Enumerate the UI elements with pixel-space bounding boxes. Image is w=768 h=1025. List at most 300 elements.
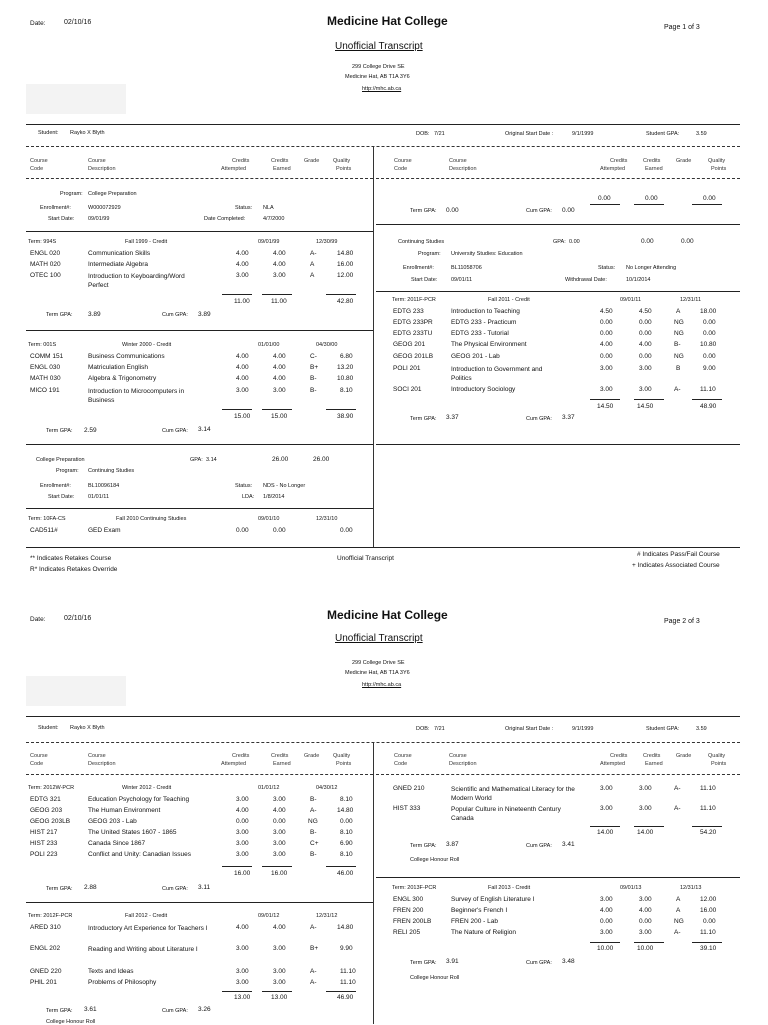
course-description: Intermediate Algebra [88,261,148,268]
credits-earned: 4.00 [639,907,652,914]
header-credits: Credits [271,158,289,164]
course-description: GED Exam [88,527,121,534]
course-description: Introduction to Microcomputers in Business [88,388,185,404]
cum-gpa-label: Cum GPA: [526,960,552,966]
header-attempted: Attempted [600,761,626,767]
enrollment-value: BL11058706 [451,265,482,271]
status-label: Status: [235,483,253,489]
header-course: Course [449,753,467,759]
course-description: Introduction to Keyboarding/Word Perfect [88,273,185,289]
header-code: Code [30,761,44,767]
course-code: CAD511# [30,527,58,534]
term-name: Fall 2011 - Credit [488,297,530,303]
credits-attempted: 0.00 [600,353,613,360]
total-underline [634,399,664,400]
total-attempted: 16.00 [234,870,251,877]
credits-attempted: 3.00 [600,365,613,372]
header-code: Code [394,761,408,767]
dashed-divider [26,178,373,179]
credits-earned: 3.00 [273,851,286,858]
course-code: EDTG 321 [30,796,61,803]
term-code: Term: 2012W-PCR [28,785,75,791]
credits-earned: 3.00 [639,896,652,903]
course-description: Conflict and Unity: Canadian Issues [88,851,191,858]
credits-earned: 3.00 [273,968,286,975]
program-label: Program: [60,191,83,197]
course-description: Education Psychology for Teaching [88,796,190,803]
header-description: Description [449,761,477,767]
program-value: University Studies: Education [451,251,523,257]
footer-note-pass-fail: # Indicates Pass/Fail Course [637,551,720,558]
total-underline [222,866,252,867]
term-code: Term: 2011F-PCR [392,297,436,303]
dashed-divider [26,774,373,775]
grade: A [310,261,315,268]
term-name: Fall 1999 - Credit [125,239,168,245]
divider [376,444,740,445]
header-points: Points [711,761,727,767]
date-completed-label: Date Completed: [204,216,246,222]
student-name: Rayko X Blyth [70,130,105,136]
credits-earned: 4.00 [273,375,286,382]
course-description: The Human Environment [88,807,161,814]
course-code: RELI 205 [393,929,421,936]
term-end: 04/30/00 [316,342,338,348]
term-gpa-value: 2.59 [84,427,97,434]
grade: A- [674,929,681,936]
term-gpa-label: Term GPA: [410,208,437,214]
header-credits: Credits [232,753,250,759]
credits-earned: 3.00 [639,386,652,393]
total-underline [590,204,620,205]
credits-attempted: 3.00 [236,796,249,803]
grade: B [676,365,681,372]
credits-attempted: 0.00 [236,818,249,825]
credits-attempted: 4.00 [600,341,613,348]
total-earned: 10.00 [637,945,654,952]
term-gpa-label: Term GPA: [46,1008,73,1014]
grade: A- [674,805,681,812]
course-code: ENGL 202 [30,945,61,952]
header-earned: Earned [645,761,663,767]
total-earned: 15.00 [271,413,288,420]
dob-value: 7/21 [434,726,445,732]
quality-points: 18.00 [700,308,717,315]
quality-points: 12.00 [337,272,354,279]
course-description: EDTG 233 - Tutorial [451,330,509,337]
term-gpa-label: Term GPA: [46,428,73,434]
status-value: No Longer Attending [626,265,677,271]
student-name: Rayko X Blyth [70,725,105,731]
course-code: POLI 201 [393,365,421,372]
total-earned: 13.00 [271,994,288,1001]
course-description: Problems of Philosophy [88,979,157,986]
lda-value: 1/8/2014 [263,494,285,500]
credits-earned: 4.00 [273,353,286,360]
course-code: HIST 217 [30,829,58,836]
page-number: Page 2 of 3 [664,618,700,625]
enrollment-label: Enrollment#: [40,483,71,489]
cum-gpa-label: Cum GPA: [162,312,188,318]
student-label: Student: [38,130,59,136]
course-code: GEOG 201 [393,341,426,348]
cum-gpa-label: Cum GPA: [526,416,552,422]
total-quality-points: 38.90 [337,413,354,420]
course-code: EDTG 233PR [393,319,433,326]
total-underline [222,409,252,410]
start-date-value: 01/01/11 [88,494,110,500]
dob-label: DOB: [416,131,430,137]
divider [26,124,740,125]
term-name: Fall 2013 - Credit [488,885,531,891]
address-line-2: Medicine Hat, AB T1A 3Y6 [345,670,410,676]
grade: NG [674,918,684,925]
cum-gpa-value: 3.37 [562,414,575,421]
program-summary-label: College Preparation [36,457,85,463]
credits-attempted: 3.00 [600,785,613,792]
college-url[interactable]: http://mhc.ab.ca [362,682,402,688]
credits-attempted: 0.00 [600,918,613,925]
grade: NG [674,353,684,360]
grade: NG [674,330,684,337]
cum-gpa-label: Cum GPA: [162,1008,188,1014]
credits-attempted: 4.50 [600,308,613,315]
credits-earned: 4.00 [273,924,286,931]
program-total-earned: 0.00 [681,238,694,245]
enrollment-value: W000072929 [88,205,121,211]
term-gpa-value: 3.37 [446,414,459,421]
credits-earned: 0.00 [273,527,286,534]
grade: C- [310,353,317,360]
term-gpa-label: Term GPA: [410,960,437,966]
start-date-label: Start Date: [411,277,438,283]
credits-earned: 3.00 [639,929,652,936]
quality-points: 8.10 [340,829,353,836]
credits-earned: 3.00 [639,785,652,792]
credits-earned: 3.00 [639,365,652,372]
quality-points: 16.00 [700,907,717,914]
header-credits: Credits [643,753,661,759]
course-code: EDTG 233TU [393,330,433,337]
total-earned: 11.00 [271,298,287,305]
credits-earned: 3.00 [273,387,286,394]
withdrawal-date-value: 10/1/2014 [626,277,651,283]
program-gpa-value: 3.14 [206,457,217,463]
header-quality: Quality [333,753,351,759]
course-code: ARED 310 [30,924,61,931]
quality-points: 0.00 [340,527,353,534]
header-earned: Earned [273,166,291,172]
course-code: COMM 151 [30,353,64,360]
date-value: 02/10/16 [64,615,92,622]
header-attempted: Attempted [221,166,247,172]
grade: A [310,272,315,279]
credits-earned: 3.00 [273,272,286,279]
total-attempted: 11.00 [234,298,250,305]
cum-gpa-value: 3.48 [562,958,575,965]
status-label: Status: [235,205,253,211]
transcript-page-2 [0,596,768,1024]
credits-attempted: 4.00 [236,261,249,268]
header-course: Course [449,158,467,164]
document-subtitle: Unofficial Transcript [335,633,423,644]
credits-earned: 3.00 [273,829,286,836]
college-name: Medicine Hat College [327,14,448,28]
term-start: 01/01/12 [258,785,280,791]
grade: A- [310,968,317,975]
course-code: MATH 030 [30,375,61,382]
credits-attempted: 3.00 [236,840,249,847]
term-code: Term: 001S [28,342,57,348]
term-gpa-label: Term GPA: [410,416,437,422]
term-name: Fall 2010 Continuing Studies [116,516,187,522]
header-points: Points [336,166,352,172]
cum-gpa-value: 3.11 [198,884,211,891]
term-start: 09/01/13 [620,885,642,891]
dashed-divider [26,742,740,743]
grade: B- [310,375,317,382]
credits-earned: 3.00 [273,840,286,847]
course-description: The Physical Environment [451,341,527,348]
college-name: Medicine Hat College [327,608,448,622]
quality-points: 11.10 [700,386,716,393]
course-code: SOCI 201 [393,386,422,393]
course-code: HIST 233 [30,840,58,847]
credits-attempted: 0.00 [236,527,249,534]
grade: A- [674,386,681,393]
footer-note-associated: + Indicates Associated Course [632,562,720,569]
header-grade: Grade [304,158,320,164]
grade: A- [310,979,317,986]
credits-earned: 3.00 [273,796,286,803]
term-end: 12/30/99 [316,239,338,245]
program-value: Continuing Studies [88,468,135,474]
credits-attempted: 4.00 [236,924,249,931]
course-code: FREN 200 [393,907,424,914]
dob-value: 7/21 [434,131,445,137]
course-description: Introduction to Government and Politics [451,366,543,382]
term-code: Term: 10FA-CS [28,516,66,522]
term-gpa-value: 3.61 [84,1006,97,1013]
credits-attempted: 3.00 [236,829,249,836]
total-underline [262,409,292,410]
course-code: OTEC 100 [30,272,61,279]
term-code: Term: 994S [28,239,57,245]
quality-points: 8.10 [340,796,353,803]
cum-gpa-value: 3.89 [198,311,211,318]
header-course: Course [88,753,106,759]
quality-points: 13.20 [337,364,354,371]
header-course: Course [88,158,106,164]
cum-gpa-value: 0.00 [562,207,575,214]
course-description: Texts and Ideas [88,968,134,975]
status-label: Status: [598,265,616,271]
address-line-1: 299 College Drive SE [352,64,405,70]
quality-points: 16.00 [337,261,354,268]
divider [26,716,740,717]
course-code: GNED 210 [393,785,425,792]
college-url[interactable]: http://mhc.ab.ca [362,86,402,92]
total-underline [634,204,664,205]
total-underline [692,826,722,827]
program-gpa-label: GPA: [190,457,203,463]
divider [26,902,373,903]
quality-points: 14.80 [337,250,354,257]
credits-earned: 0.00 [639,330,652,337]
course-description: GEOG 201 - Lab [451,353,500,360]
credits-earned: 4.00 [273,261,286,268]
dashed-divider [376,178,740,179]
grade: A- [310,250,317,257]
quality-points: 14.80 [337,924,354,931]
divider [26,231,373,232]
total-underline [326,991,356,992]
divider [376,877,740,878]
total-underline [692,942,722,943]
quality-points: 10.80 [337,375,354,382]
course-code: GEOG 203 [30,807,63,814]
header-description: Description [88,761,116,767]
program-label: Program: [56,468,79,474]
term-gpa-value: 3.91 [446,958,459,965]
quality-points: 9.90 [340,945,353,952]
total-underline [222,294,252,295]
term-start: 09/01/10 [258,516,280,522]
grade: A- [674,785,681,792]
divider [26,547,740,548]
honour-roll: College Honour Roll [46,1019,96,1025]
header-quality: Quality [333,158,351,164]
credits-earned: 4.00 [273,250,286,257]
total-attempted: 14.00 [597,829,614,836]
quality-points: 0.00 [703,319,716,326]
original-start-label: Original Start Date : [505,726,554,732]
header-earned: Earned [273,761,291,767]
quality-points: 0.00 [703,330,716,337]
total-attempted: 10.00 [597,945,614,952]
total-quality-points: 42.80 [337,298,354,305]
divider [26,330,373,331]
total-quality-points: 0.00 [703,195,716,202]
divider [376,291,740,292]
term-gpa-label: Term GPA: [46,312,73,318]
original-start-value: 9/1/1999 [572,726,594,732]
course-description: Canada Since 1867 [88,840,146,847]
course-code: GEOG 201LB [393,353,434,360]
credits-earned: 3.00 [639,805,652,812]
header-credits: Credits [271,753,289,759]
cum-gpa-label: Cum GPA: [162,886,188,892]
term-end: 04/30/12 [316,785,338,791]
quality-points: 8.10 [340,387,353,394]
credits-attempted: 4.00 [600,907,613,914]
grade: B- [310,851,317,858]
header-quality: Quality [708,158,726,164]
grade: NG [674,319,684,326]
cum-gpa-label: Cum GPA: [526,208,552,214]
total-attempted: 13.00 [234,994,251,1001]
course-code: ENGL 020 [30,250,61,257]
header-description: Description [449,166,477,172]
grade: B- [310,387,317,394]
date-completed-value: 4/7/2000 [263,216,285,222]
credits-earned: 4.00 [639,341,652,348]
header-course: Course [394,158,412,164]
course-code: ENGL 300 [393,896,424,903]
credits-attempted: 3.00 [600,896,613,903]
credits-attempted: 3.00 [236,272,249,279]
honour-roll: College Honour Roll [410,975,460,981]
original-start-label: Original Start Date : [505,131,554,137]
grade: B- [674,341,681,348]
total-quality-points: 54.20 [700,829,717,836]
course-code: EDTG 233 [393,308,424,315]
header-earned: Earned [645,166,663,172]
course-description: Matriculation English [88,364,148,371]
header-credits: Credits [232,158,250,164]
term-start: 09/01/12 [258,913,280,919]
credits-attempted: 3.00 [600,929,613,936]
start-date-value: 09/01/11 [451,277,473,283]
total-underline [692,204,722,205]
course-code: MICO 191 [30,387,60,394]
header-quality: Quality [708,753,726,759]
term-gpa-value: 2.88 [84,884,97,891]
start-date-label: Start Date: [48,216,75,222]
date-label: Date: [30,616,46,623]
credits-earned: 3.00 [273,979,286,986]
total-underline [590,399,620,400]
credits-earned: 4.00 [273,364,286,371]
total-attempted: 0.00 [598,195,611,202]
start-date-label: Start Date: [48,494,75,500]
header-code: Code [30,166,44,172]
quality-points: 11.10 [700,929,716,936]
total-underline [262,991,292,992]
student-gpa-label: Student GPA: [646,726,680,732]
total-quality-points: 48.90 [700,403,717,410]
header-attempted: Attempted [221,761,247,767]
cum-gpa-label: Cum GPA: [526,843,552,849]
course-code: GNED 220 [30,968,62,975]
credits-attempted: 0.00 [600,330,613,337]
course-code: PHIL 201 [30,979,57,986]
total-quality-points: 39.10 [700,945,717,952]
credits-earned: 0.00 [639,353,652,360]
term-end: 12/31/12 [316,913,338,919]
credits-attempted: 4.00 [236,375,249,382]
credits-attempted: 3.00 [236,387,249,394]
header-course: Course [30,158,48,164]
date-value: 02/10/16 [64,19,92,26]
quality-points: 6.80 [340,353,353,360]
enrollment-label: Enrollment#: [40,205,71,211]
course-description: Scientific and Mathematical Literacy for the Modern World [451,786,575,802]
term-end: 12/31/10 [316,516,338,522]
term-start: 09/01/11 [620,297,642,303]
program-label: Program: [418,251,441,257]
quality-points: 0.00 [703,918,716,925]
program-gpa-value: 0.00 [569,239,580,245]
divider [26,444,373,445]
total-underline [326,866,356,867]
cum-gpa-value: 3.14 [198,426,211,433]
credits-earned: 4.50 [639,308,652,315]
course-description: Introductory Sociology [451,386,516,393]
grade: A [676,308,681,315]
course-description: Introductory Art Experience for Teachers I [88,925,208,932]
footer-note-retakes: ** Indicates Retakes Course [30,555,112,562]
